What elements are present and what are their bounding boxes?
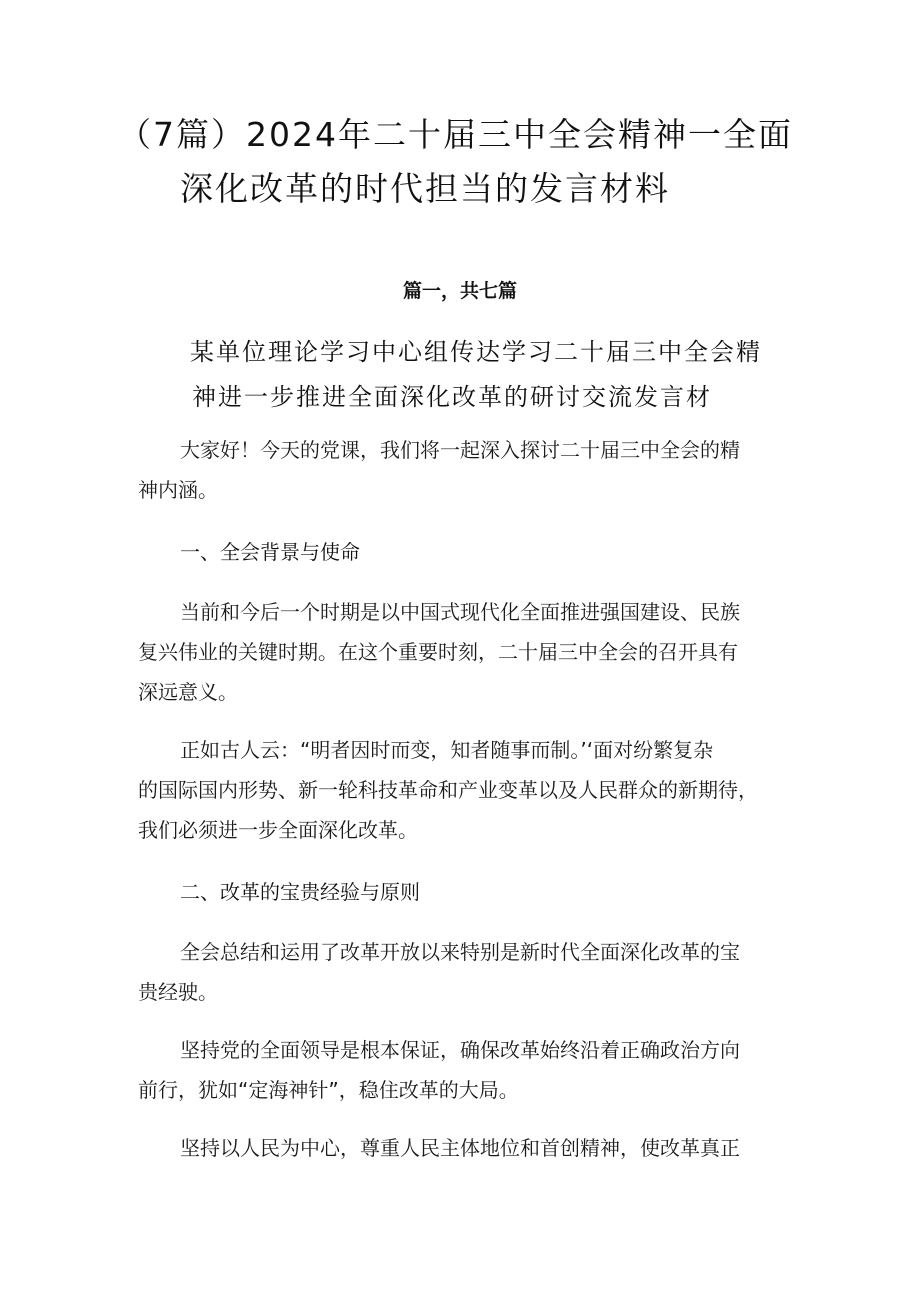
paragraph-line: 前行，犹如“定海神针”，稳住改革的大局。 bbox=[138, 1078, 519, 1102]
document-title-line: （7篇）2024年二十届三中全会精神一全面 bbox=[118, 115, 793, 154]
speech-title-line: 某单位理论学习中心组传达学习二十届三中全会精 bbox=[190, 338, 762, 366]
paragraph-line: 大家好！今天的党课，我们将一起深入探讨二十届三中全会的精 bbox=[180, 438, 740, 462]
paragraph-line: 坚持党的全面领导是根本保证，确保改革始终沿着正确政治方向 bbox=[180, 1038, 740, 1062]
document-title-line: 深化改革的时代担当的发言材料 bbox=[180, 169, 670, 208]
paragraph-line: 正如古人云：“明者因时而变，知者随事而制。’‘面对纷繁复杂 bbox=[180, 738, 714, 762]
paragraph-quote bbox=[138, 730, 798, 850]
section-heading-experience: 二、改革的宝贵经验与原则 bbox=[180, 880, 420, 904]
speech-title-line: 神进一步推进全面深化改革的研讨交流发言材 bbox=[192, 383, 712, 411]
paragraph-line: 当前和今后一个时期是以中国式现代化全面推进强国建设、民族 bbox=[180, 600, 740, 624]
paragraph-people-centered bbox=[138, 1128, 798, 1168]
paragraph-experience bbox=[138, 932, 798, 1012]
speech-title bbox=[190, 330, 810, 420]
paragraph-line: 深远意义。 bbox=[138, 680, 238, 704]
paragraph-line: 我们必须进一步全面深化改革。 bbox=[138, 818, 418, 842]
paragraph-party-leadership bbox=[138, 1030, 798, 1110]
paragraph-line: 复兴伟业的关键时期。在这个重要时刻，二十届三中全会的召开具有 bbox=[138, 640, 738, 664]
paragraph-line: 贵经驶。 bbox=[138, 980, 218, 1004]
paragraph-line: 的国际国内形势、新一轮科技革命和产业变革以及人民群众的新期待， bbox=[138, 778, 758, 802]
paragraph-line: 神内涵。 bbox=[138, 478, 218, 502]
part-heading: 篇一，共七篇 bbox=[402, 280, 517, 302]
paragraph-background bbox=[138, 592, 798, 712]
paragraph-line: 全会总结和运用了改革开放以来特别是新时代全面深化改革的宝 bbox=[180, 940, 740, 964]
section-heading-background: 一、全会背景与使命 bbox=[180, 540, 360, 564]
paragraph-line: 坚持以人民为中心，尊重人民主体地位和首创精神，使改革真正 bbox=[180, 1136, 740, 1160]
document-title bbox=[118, 108, 808, 216]
paragraph-greeting bbox=[138, 430, 798, 510]
